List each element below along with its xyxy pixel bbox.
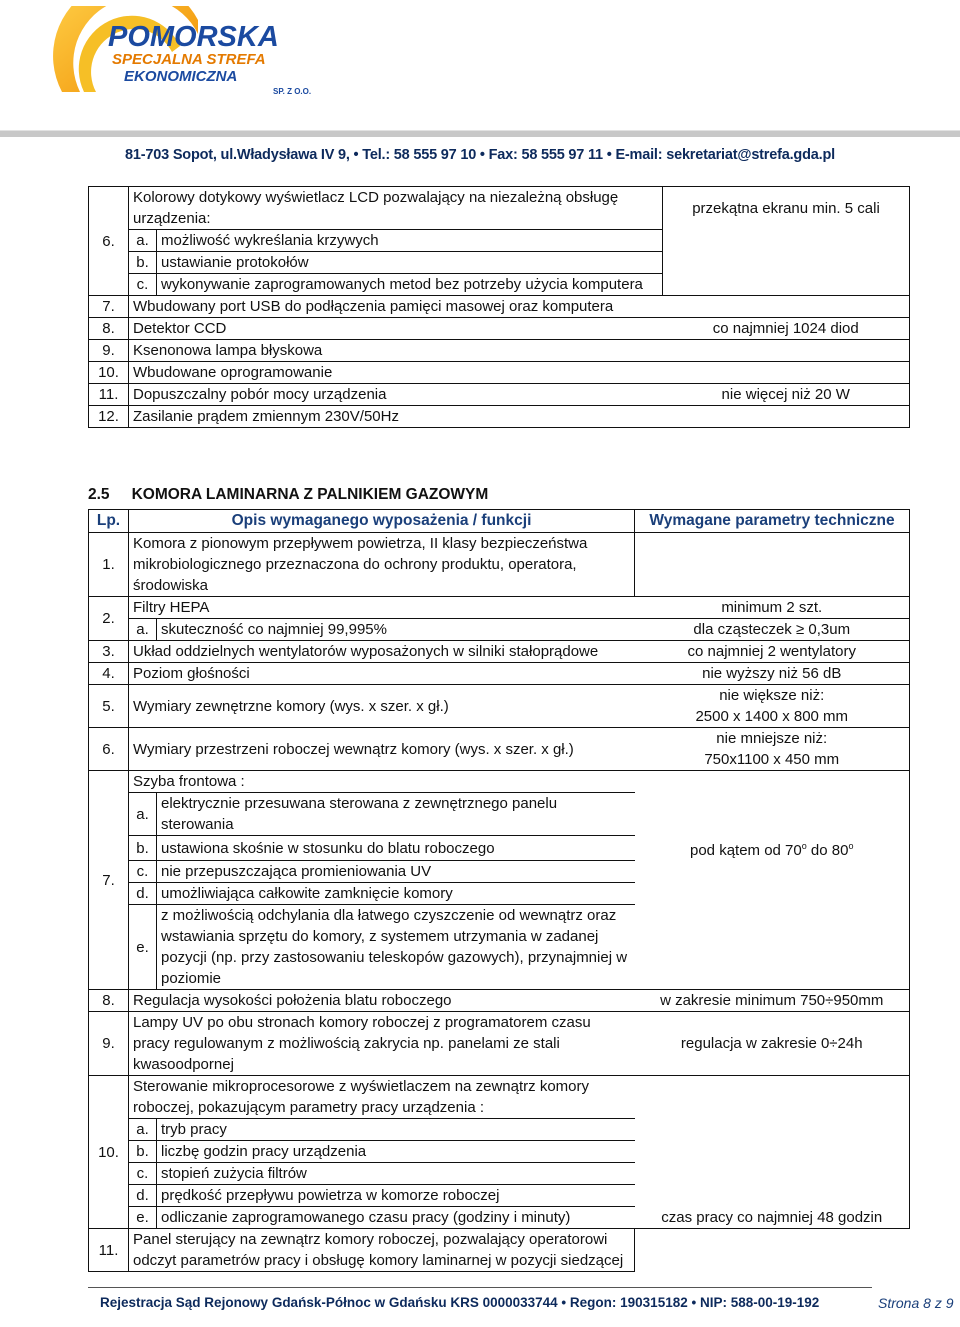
row-text: Zasilanie prądem zmiennym 230V/50Hz	[129, 406, 663, 428]
footer-divider	[88, 1287, 872, 1288]
sub-letter: a.	[129, 793, 157, 836]
sub-letter: e.	[129, 905, 157, 990]
row-text: Regulacja wysokości położenia blatu roboczego	[129, 990, 635, 1012]
sub-letter: d.	[129, 883, 157, 905]
logo-line2: SPECJALNA STREFA	[112, 51, 266, 68]
row-num: 10.	[89, 362, 129, 384]
degree-mark: o	[801, 840, 807, 851]
footer-registration: Rejestracja Sąd Rejonowy Gdańsk-Północ w Gdańsku KRS 0000033744 • Regon: 190315182 • NIP: 588-00-19-192	[100, 1295, 820, 1310]
row-num: 7.	[89, 296, 129, 318]
row-text: Szyba frontowa :	[129, 771, 635, 793]
spec-table-laminar-chamber	[88, 509, 910, 1272]
row-num: 7.	[89, 771, 129, 990]
header-lp: Lp.	[89, 510, 129, 533]
row-num: 11.	[89, 1229, 129, 1272]
row-num: 2.	[89, 597, 129, 641]
row-text: Filtry HEPA	[129, 597, 635, 619]
row-num: 4.	[89, 663, 129, 685]
sub-text: skuteczność co najmniej 99,995%	[157, 619, 635, 641]
row-num: 9.	[89, 1012, 129, 1076]
row-param	[663, 296, 910, 318]
degree-mark: o	[848, 840, 854, 851]
sub-letter: a.	[129, 1119, 157, 1141]
sub-text: stopień zużycia filtrów	[157, 1163, 635, 1185]
row-text: Panel sterujący na zewnątrz komory roboczej, pozwalający operatorowi odczyt parametrów pracy i obsługę komory laminarnej w pozycji siedzącej	[129, 1229, 635, 1272]
row-text: Kolorowy dotykowy wyświetlacz LCD pozwalający na niezależną obsługę urządzenia:	[129, 187, 663, 230]
sub-letter: c.	[129, 861, 157, 883]
logo-line4: SP. Z O.O.	[273, 87, 312, 96]
section-title	[88, 486, 510, 504]
row-text: Poziom głośności	[129, 663, 635, 685]
row-param: co najmniej 2 wentylatory	[635, 641, 910, 663]
row-text: Komora z pionowym przepływem powietrza, II klasy bezpieczeństwa mikrobiologicznego przeznaczona do ochrony produktu, operatora, środowiska	[129, 533, 635, 597]
row-param: minimum 2 szt.	[635, 597, 910, 619]
param-part: pod kątem od 70	[690, 841, 802, 859]
sub-letter: b.	[129, 836, 157, 861]
sub-text: ustawianie protokołów	[157, 252, 663, 274]
row-text: Ksenonowa lampa błyskowa	[129, 340, 663, 362]
row-text: Wymiary przestrzeni roboczej wewnątrz komory (wys. x szer. x gł.)	[129, 728, 635, 771]
sub-letter: e.	[129, 1207, 157, 1229]
row-param: co najmniej 1024 diod	[663, 318, 910, 340]
row-num: 1.	[89, 533, 129, 597]
sub-text: z możliwością odchylania dla łatwego czyszczenie od wewnątrz oraz wstawiania sprzętu do komory, z systemem utrzymania w zadanej pozycji (np. przy zastosowaniu teleskopów gazowych), przynajmniej w poziomie	[157, 905, 635, 990]
sub-letter: c.	[129, 1163, 157, 1185]
row-num: 11.	[89, 384, 129, 406]
row-num: 5.	[89, 685, 129, 728]
param-part: do 80	[806, 841, 849, 859]
row-num: 6.	[89, 187, 129, 296]
row-text: Układ oddzielnych wentylatorów wyposażonych w silniki stałoprądowe	[129, 641, 635, 663]
sub-text: odliczanie zaprogramowanego czasu pracy (godziny i minuty)	[157, 1207, 635, 1229]
row-num: 8.	[89, 990, 129, 1012]
row-text: Dopuszczalny pobór mocy urządzenia	[129, 384, 663, 406]
sub-param: dla cząsteczek ≥ 0,3um	[635, 619, 910, 641]
header-address: 81-703 Sopot, ul.Władysława IV 9, • Tel.: 58 555 97 10 • Fax: 58 555 97 11 • E-mail: sekretariat@strefa.gda.pl	[125, 147, 835, 163]
sub-letter: c.	[129, 274, 157, 296]
row-param	[635, 728, 910, 771]
row-param	[663, 340, 910, 362]
sub-text: wykonywanie zaprogramowanych metod bez potrzeby użycia komputera	[157, 274, 663, 296]
sub-letter: a.	[129, 230, 157, 252]
row-param: nie więcej niż 20 W	[663, 384, 910, 406]
row-text: Wymiary zewnętrzne komory (wys. x szer. x gł.)	[129, 685, 635, 728]
pomorska-sse-logo	[48, 6, 358, 106]
param-line: 750x1100 x 450 mm	[704, 751, 840, 768]
sub-letter: b.	[129, 1141, 157, 1163]
param-line: nie mniejsze niż:	[716, 730, 828, 747]
section-name: KOMORA LAMINARNA Z PALNIKIEM GAZOWYM	[131, 486, 489, 503]
sub-letter: b.	[129, 252, 157, 274]
row-num: 12.	[89, 406, 129, 428]
page-number: Strona 8 z 9	[878, 1295, 954, 1311]
row-text: Lampy UV po obu stronach komory roboczej z programatorem czasu pracy regulowanym z możliwością zakrycia np. panelami ze stali kwasoodpornej	[129, 1012, 635, 1076]
header-divider	[0, 130, 960, 137]
sub-text: nie przepuszczająca promieniowania UV	[157, 861, 635, 883]
logo-line3: EKONOMICZNA	[124, 68, 238, 85]
sub-text: prędkość przepływu powietrza w komorze roboczej	[157, 1185, 635, 1207]
logo-line1: POMORSKA	[108, 21, 279, 53]
row-param	[635, 533, 910, 597]
row-param	[635, 685, 910, 728]
row-param: regulacja w zakresie 0÷24h	[635, 1012, 910, 1076]
row-param: nie wyższy niż 56 dB	[635, 663, 910, 685]
section-number: 2.5	[88, 486, 110, 503]
row-num: 6.	[89, 728, 129, 771]
sub-text: możliwość wykreślania krzywych	[157, 230, 663, 252]
spec-table-continued	[88, 186, 910, 428]
row-param	[635, 1229, 910, 1272]
row-param	[663, 362, 910, 384]
row-param: w zakresie minimum 750÷950mm	[635, 990, 910, 1012]
sub-text: tryb pracy	[157, 1119, 635, 1141]
row-num: 9.	[89, 340, 129, 362]
header-param: Wymagane parametry techniczne	[635, 510, 910, 533]
param-line: 2500 x 1400 x 800 mm	[695, 708, 849, 725]
param-line: nie większe niż:	[719, 687, 825, 704]
sub-param	[635, 836, 910, 861]
row-num: 8.	[89, 318, 129, 340]
sub-text: ustawiona skośnie w stosunku do blatu roboczego	[157, 836, 635, 861]
sub-letter: d.	[129, 1185, 157, 1207]
sub-param: czas pracy co najmniej 48 godzin	[635, 1207, 910, 1229]
row-text: Sterowanie mikroprocesorowe z wyświetlaczem na zewnątrz komory roboczej, pokazującym parametry pracy urządzenia :	[129, 1076, 635, 1119]
row-text: Wbudowane oprogramowanie	[129, 362, 663, 384]
header-desc: Opis wymaganego wyposażenia / funkcji	[129, 510, 635, 533]
sub-text: elektrycznie przesuwana sterowana z zewnętrznego panelu sterowania	[157, 793, 635, 836]
sub-text: liczbę godzin pracy urządzenia	[157, 1141, 635, 1163]
row-text: Wbudowany port USB do podłączenia pamięci masowej oraz komputera	[129, 296, 663, 318]
sub-letter: a.	[129, 619, 157, 641]
sub-text: umożliwiająca całkowite zamknięcie komory	[157, 883, 635, 905]
row-param: przekątna ekranu min. 5 cali	[663, 187, 910, 230]
row-param	[663, 406, 910, 428]
row-num: 3.	[89, 641, 129, 663]
row-text: Detektor CCD	[129, 318, 663, 340]
row-num: 10.	[89, 1076, 129, 1229]
